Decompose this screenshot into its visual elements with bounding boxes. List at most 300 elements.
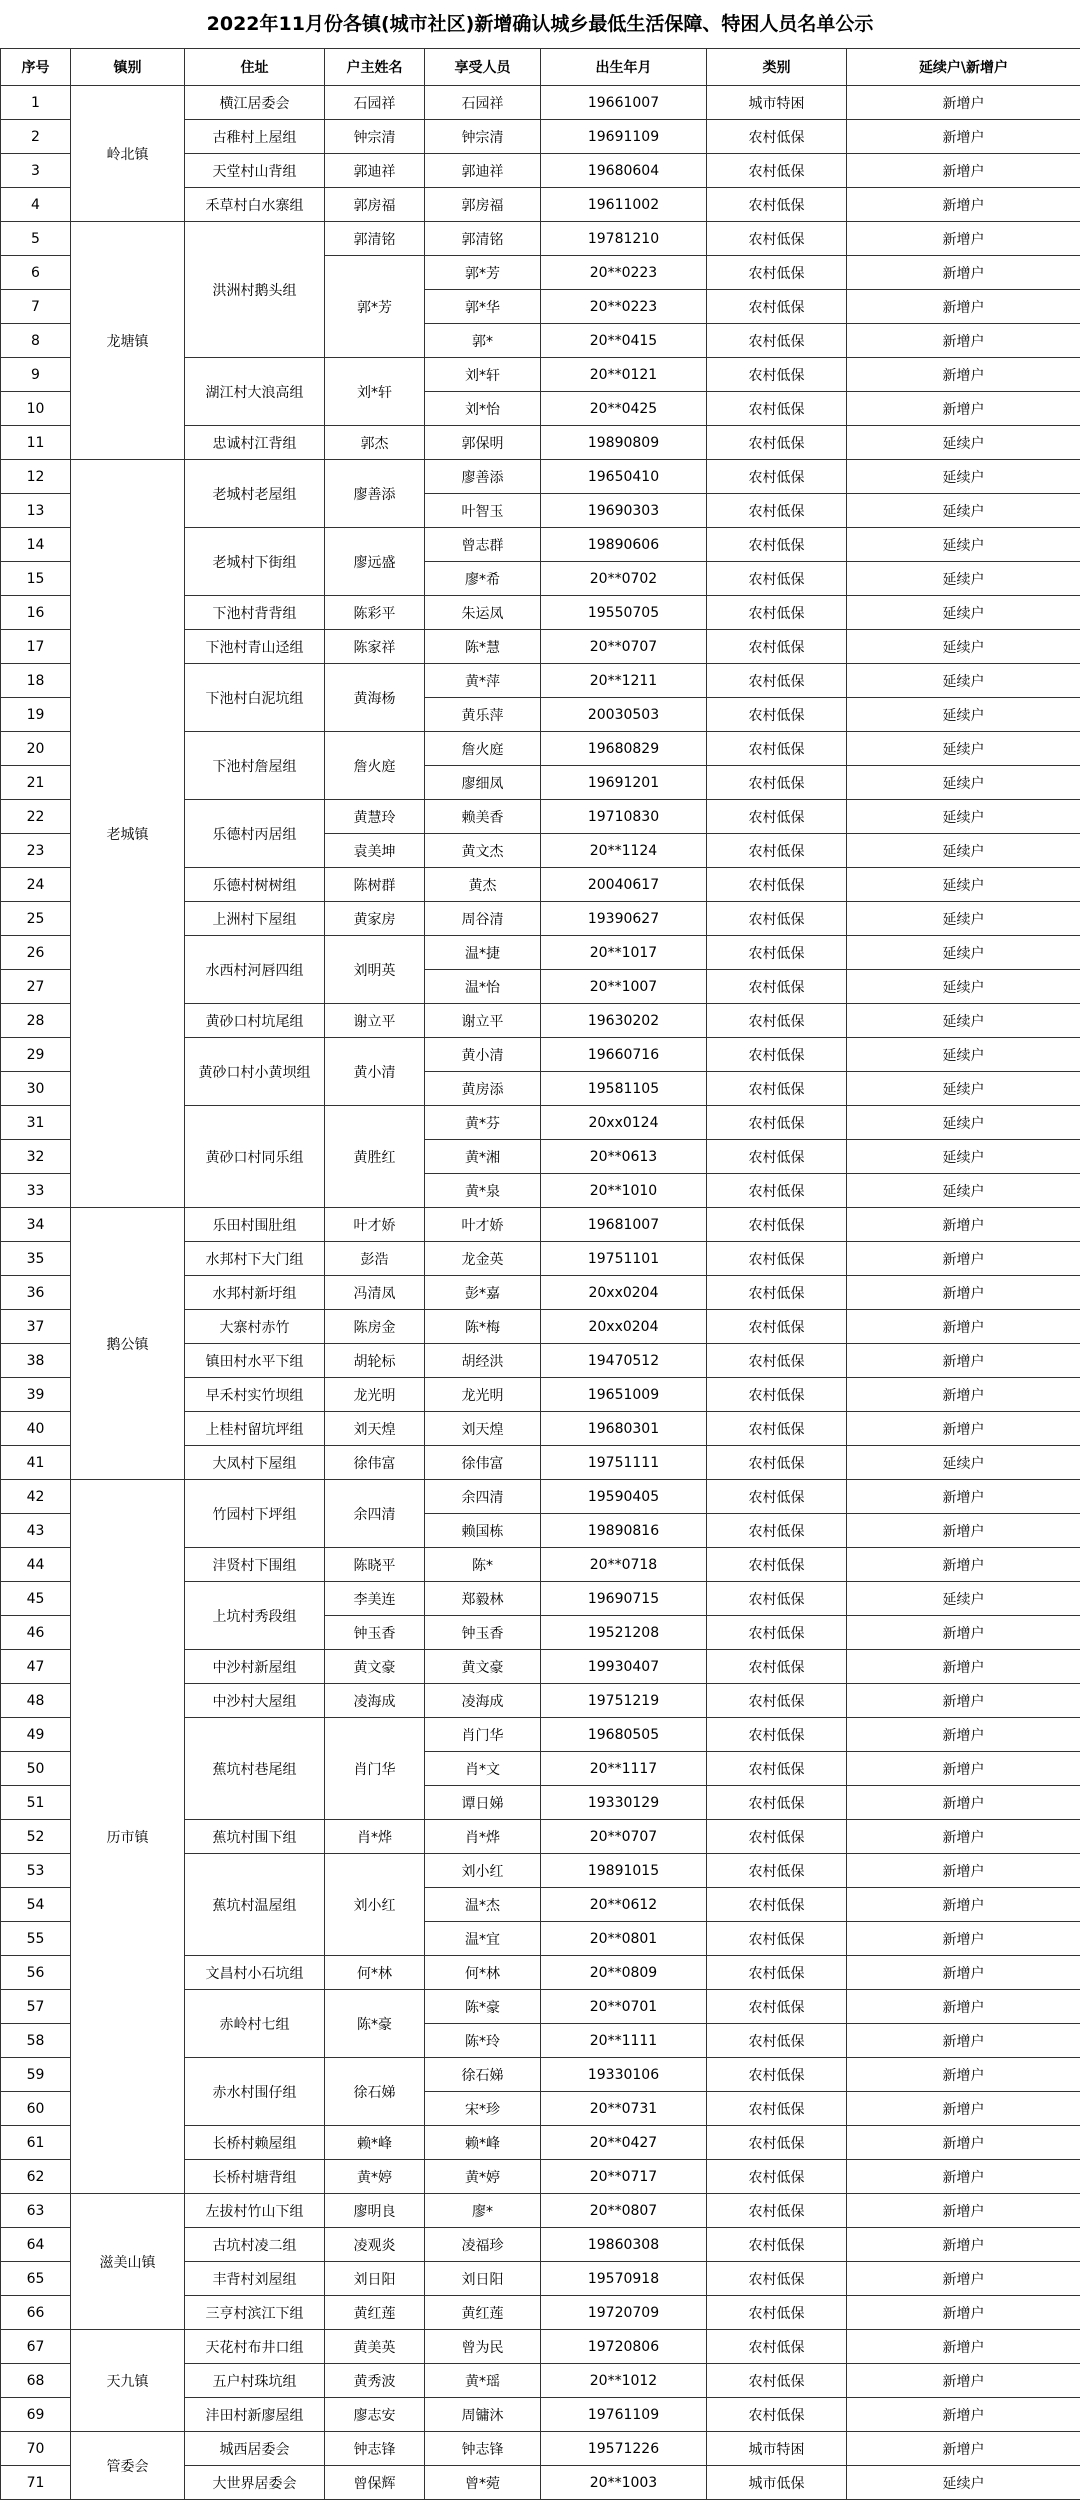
beneficiary-cell: 谢立平: [425, 1004, 541, 1038]
category-cell: 农村低保: [707, 392, 847, 426]
seq-cell: 53: [1, 1854, 71, 1888]
seq-cell: 34: [1, 1208, 71, 1242]
birth-cell: 19681007: [541, 1208, 707, 1242]
category-cell: 农村低保: [707, 1684, 847, 1718]
householder-cell: 刘*轩: [325, 358, 425, 426]
address-cell: 蕉坑村温屋组: [185, 1854, 325, 1956]
householder-cell: 刘明英: [325, 936, 425, 1004]
householder-cell: 何*林: [325, 1956, 425, 1990]
birth-cell: 20**0425: [541, 392, 707, 426]
table-row: [1, 1480, 1080, 1514]
status-cell: 新增户: [847, 1276, 1080, 1310]
status-cell: 延续户: [847, 868, 1080, 902]
householder-cell: 刘天煌: [325, 1412, 425, 1446]
beneficiary-cell: 徐伟富: [425, 1446, 541, 1480]
category-cell: 农村低保: [707, 562, 847, 596]
beneficiary-cell: 刘天煌: [425, 1412, 541, 1446]
category-cell: 农村低保: [707, 868, 847, 902]
status-cell: 新增户: [847, 2024, 1080, 2058]
address-cell: 老城村老屋组: [185, 460, 325, 528]
beneficiary-cell: 廖*希: [425, 562, 541, 596]
seq-cell: 5: [1, 222, 71, 256]
status-cell: 新增户: [847, 256, 1080, 290]
beneficiary-cell: 黄*湘: [425, 1140, 541, 1174]
town-cell: 老城镇: [71, 460, 185, 1208]
status-cell: 延续户: [847, 800, 1080, 834]
address-cell: 水西村河唇四组: [185, 936, 325, 1004]
birth-cell: 20xx0124: [541, 1106, 707, 1140]
birth-cell: 20**0612: [541, 1888, 707, 1922]
category-cell: 农村低保: [707, 1106, 847, 1140]
category-cell: 农村低保: [707, 1344, 847, 1378]
town-cell: 岭北镇: [71, 86, 185, 222]
beneficiary-cell: 宋*珍: [425, 2092, 541, 2126]
status-cell: 新增户: [847, 1378, 1080, 1412]
seq-cell: 13: [1, 494, 71, 528]
category-cell: 农村低保: [707, 766, 847, 800]
address-cell: 赤岭村七组: [185, 1990, 325, 2058]
address-cell: 三亨村滨江下组: [185, 2296, 325, 2330]
status-cell: 新增户: [847, 2398, 1080, 2432]
birth-cell: 20**1117: [541, 1752, 707, 1786]
category-cell: 农村低保: [707, 1038, 847, 1072]
beneficiary-cell: 钟玉香: [425, 1616, 541, 1650]
beneficiary-cell: 黄*瑶: [425, 2364, 541, 2398]
householder-cell: 刘日阳: [325, 2262, 425, 2296]
status-cell: 新增户: [847, 2432, 1080, 2466]
seq-cell: 43: [1, 1514, 71, 1548]
status-cell: 新增户: [847, 324, 1080, 358]
status-cell: 新增户: [847, 358, 1080, 392]
seq-cell: 55: [1, 1922, 71, 1956]
birth-cell: 19651009: [541, 1378, 707, 1412]
category-cell: 农村低保: [707, 2296, 847, 2330]
beneficiary-cell: 陈*豪: [425, 1990, 541, 2024]
category-cell: 农村低保: [707, 494, 847, 528]
status-cell: 新增户: [847, 290, 1080, 324]
status-cell: 新增户: [847, 1718, 1080, 1752]
seq-cell: 42: [1, 1480, 71, 1514]
address-cell: 城西居委会: [185, 2432, 325, 2466]
birth-cell: 19891015: [541, 1854, 707, 1888]
category-cell: 农村低保: [707, 1650, 847, 1684]
birth-cell: 20030503: [541, 698, 707, 732]
birth-cell: 20**0121: [541, 358, 707, 392]
birth-cell: 20**0801: [541, 1922, 707, 1956]
status-cell: 新增户: [847, 392, 1080, 426]
category-cell: 农村低保: [707, 426, 847, 460]
beneficiary-cell: 曾志群: [425, 528, 541, 562]
beneficiary-cell: 胡经洪: [425, 1344, 541, 1378]
category-cell: 农村低保: [707, 1514, 847, 1548]
table-row: [1, 460, 1080, 494]
householder-cell: 陈*豪: [325, 1990, 425, 2058]
birth-cell: 20**0731: [541, 2092, 707, 2126]
category-cell: 农村低保: [707, 2058, 847, 2092]
address-cell: 古坑村凌二组: [185, 2228, 325, 2262]
header-cell-category: 类别: [707, 49, 847, 86]
seq-cell: 71: [1, 2466, 71, 2500]
householder-cell: 廖志安: [325, 2398, 425, 2432]
address-cell: 长桥村塘背组: [185, 2160, 325, 2194]
town-cell: 滋美山镇: [71, 2194, 185, 2330]
beneficiary-cell: 陈*玲: [425, 2024, 541, 2058]
category-cell: 农村低保: [707, 1004, 847, 1038]
category-cell: 农村低保: [707, 732, 847, 766]
beneficiary-cell: 温*宜: [425, 1922, 541, 1956]
beneficiary-cell: 黄房添: [425, 1072, 541, 1106]
category-cell: 农村低保: [707, 698, 847, 732]
status-cell: 新增户: [847, 1514, 1080, 1548]
status-cell: 新增户: [847, 1956, 1080, 1990]
birth-cell: 19680301: [541, 1412, 707, 1446]
seq-cell: 64: [1, 2228, 71, 2262]
category-cell: 农村低保: [707, 1446, 847, 1480]
beneficiary-cell: 郭*华: [425, 290, 541, 324]
seq-cell: 35: [1, 1242, 71, 1276]
seq-cell: 59: [1, 2058, 71, 2092]
birth-cell: 19650410: [541, 460, 707, 494]
category-cell: 农村低保: [707, 1854, 847, 1888]
address-cell: 下池村背背组: [185, 596, 325, 630]
address-cell: 禾草村白水寨组: [185, 188, 325, 222]
beneficiary-cell: 黄红莲: [425, 2296, 541, 2330]
householder-cell: 龙光明: [325, 1378, 425, 1412]
seq-cell: 15: [1, 562, 71, 596]
seq-cell: 60: [1, 2092, 71, 2126]
address-cell: 下池村詹屋组: [185, 732, 325, 800]
address-cell: 丰背村刘屋组: [185, 2262, 325, 2296]
birth-cell: 20**1211: [541, 664, 707, 698]
birth-cell: 19890809: [541, 426, 707, 460]
beneficiary-cell: 廖*: [425, 2194, 541, 2228]
status-cell: 新增户: [847, 2126, 1080, 2160]
status-cell: 延续户: [847, 528, 1080, 562]
status-cell: 新增户: [847, 86, 1080, 120]
category-cell: 农村低保: [707, 596, 847, 630]
seq-cell: 32: [1, 1140, 71, 1174]
seq-cell: 31: [1, 1106, 71, 1140]
householder-cell: 肖门华: [325, 1718, 425, 1820]
category-cell: 农村低保: [707, 2364, 847, 2398]
status-cell: 新增户: [847, 188, 1080, 222]
data-table: [0, 48, 1080, 2500]
birth-cell: 20**0427: [541, 2126, 707, 2160]
birth-cell: 19710830: [541, 800, 707, 834]
beneficiary-cell: 黄*萍: [425, 664, 541, 698]
birth-cell: 19691201: [541, 766, 707, 800]
householder-cell: 黄慧玲: [325, 800, 425, 834]
birth-cell: 20**1010: [541, 1174, 707, 1208]
beneficiary-cell: 廖善添: [425, 460, 541, 494]
seq-cell: 33: [1, 1174, 71, 1208]
beneficiary-cell: 黄乐萍: [425, 698, 541, 732]
seq-cell: 37: [1, 1310, 71, 1344]
beneficiary-cell: 廖细凤: [425, 766, 541, 800]
householder-cell: 冯清凤: [325, 1276, 425, 1310]
category-cell: 农村低保: [707, 1378, 847, 1412]
seq-cell: 16: [1, 596, 71, 630]
address-cell: 洪洲村鹅头组: [185, 222, 325, 358]
householder-cell: 黄秀波: [325, 2364, 425, 2398]
householder-cell: 袁美坤: [325, 834, 425, 868]
householder-cell: 余四清: [325, 1480, 425, 1548]
householder-cell: 郭清铭: [325, 222, 425, 256]
beneficiary-cell: 曾为民: [425, 2330, 541, 2364]
status-cell: 新增户: [847, 2160, 1080, 2194]
householder-cell: 钟玉香: [325, 1616, 425, 1650]
table-row: [1, 1208, 1080, 1242]
status-cell: 新增户: [847, 2296, 1080, 2330]
category-cell: 农村低保: [707, 1548, 847, 1582]
birth-cell: 19751101: [541, 1242, 707, 1276]
category-cell: 农村低保: [707, 2330, 847, 2364]
status-cell: 新增户: [847, 1650, 1080, 1684]
address-cell: 乐德村丙居组: [185, 800, 325, 868]
birth-cell: 20**0717: [541, 2160, 707, 2194]
seq-cell: 61: [1, 2126, 71, 2160]
householder-cell: 黄文豪: [325, 1650, 425, 1684]
status-cell: 延续户: [847, 1174, 1080, 1208]
status-cell: 新增户: [847, 1990, 1080, 2024]
seq-cell: 68: [1, 2364, 71, 2398]
householder-cell: 廖远盛: [325, 528, 425, 596]
beneficiary-cell: 赖国栋: [425, 1514, 541, 1548]
birth-cell: 20**0701: [541, 1990, 707, 2024]
householder-cell: 黄海杨: [325, 664, 425, 732]
category-cell: 农村低保: [707, 222, 847, 256]
beneficiary-cell: 郑毅林: [425, 1582, 541, 1616]
status-cell: 新增户: [847, 1242, 1080, 1276]
category-cell: 农村低保: [707, 1276, 847, 1310]
birth-cell: 20**0223: [541, 256, 707, 290]
beneficiary-cell: 朱运凤: [425, 596, 541, 630]
householder-cell: 彭浩: [325, 1242, 425, 1276]
beneficiary-cell: 肖*烨: [425, 1820, 541, 1854]
beneficiary-cell: 郭保明: [425, 426, 541, 460]
status-cell: 延续户: [847, 698, 1080, 732]
category-cell: 农村低保: [707, 834, 847, 868]
category-cell: 农村低保: [707, 630, 847, 664]
address-cell: 中沙村新屋组: [185, 1650, 325, 1684]
header-cell-address: 住址: [185, 49, 325, 86]
header-cell-seq: 序号: [1, 49, 71, 86]
address-cell: 文昌村小石坑组: [185, 1956, 325, 1990]
beneficiary-cell: 郭迪祥: [425, 154, 541, 188]
seq-cell: 18: [1, 664, 71, 698]
beneficiary-cell: 郭*: [425, 324, 541, 358]
status-cell: 延续户: [847, 1038, 1080, 1072]
birth-cell: 19860308: [541, 2228, 707, 2262]
birth-cell: 19751219: [541, 1684, 707, 1718]
table-row: [1, 86, 1080, 120]
category-cell: 农村低保: [707, 1310, 847, 1344]
category-cell: 农村低保: [707, 528, 847, 562]
beneficiary-cell: 叶才娇: [425, 1208, 541, 1242]
address-cell: 忠诚村江背组: [185, 426, 325, 460]
beneficiary-cell: 曾*菀: [425, 2466, 541, 2500]
address-cell: 蕉坑村巷尾组: [185, 1718, 325, 1820]
householder-cell: 曾保辉: [325, 2466, 425, 2500]
householder-cell: 陈晓平: [325, 1548, 425, 1582]
address-cell: 古稚村上屋组: [185, 120, 325, 154]
status-cell: 新增户: [847, 222, 1080, 256]
category-cell: 农村低保: [707, 120, 847, 154]
birth-cell: 20**1124: [541, 834, 707, 868]
seq-cell: 25: [1, 902, 71, 936]
householder-cell: 黄家房: [325, 902, 425, 936]
address-cell: 乐德村树树组: [185, 868, 325, 902]
seq-cell: 41: [1, 1446, 71, 1480]
birth-cell: 20**0707: [541, 1820, 707, 1854]
birth-cell: 20**0809: [541, 1956, 707, 1990]
address-cell: 横江居委会: [185, 86, 325, 120]
seq-cell: 30: [1, 1072, 71, 1106]
householder-cell: 赖*峰: [325, 2126, 425, 2160]
address-cell: 大凤村下屋组: [185, 1446, 325, 1480]
householder-cell: 詹火庭: [325, 732, 425, 800]
category-cell: 农村低保: [707, 1582, 847, 1616]
seq-cell: 46: [1, 1616, 71, 1650]
birth-cell: 20**0707: [541, 630, 707, 664]
seq-cell: 6: [1, 256, 71, 290]
status-cell: 新增户: [847, 1752, 1080, 1786]
category-cell: 农村低保: [707, 460, 847, 494]
seq-cell: 19: [1, 698, 71, 732]
status-cell: 新增户: [847, 1922, 1080, 1956]
address-cell: 早禾村实竹坝组: [185, 1378, 325, 1412]
status-cell: 新增户: [847, 2058, 1080, 2092]
status-cell: 新增户: [847, 2092, 1080, 2126]
householder-cell: 钟宗清: [325, 120, 425, 154]
beneficiary-cell: 周谷清: [425, 902, 541, 936]
birth-cell: 19660716: [541, 1038, 707, 1072]
seq-cell: 23: [1, 834, 71, 868]
status-cell: 延续户: [847, 902, 1080, 936]
address-cell: 大世界居委会: [185, 2466, 325, 2500]
address-cell: 长桥村赖屋组: [185, 2126, 325, 2160]
category-cell: 农村低保: [707, 290, 847, 324]
address-cell: 镇田村水平下组: [185, 1344, 325, 1378]
householder-cell: 郭杰: [325, 426, 425, 460]
beneficiary-cell: 温*捷: [425, 936, 541, 970]
category-cell: 农村低保: [707, 2398, 847, 2432]
birth-cell: 20**0702: [541, 562, 707, 596]
seq-cell: 3: [1, 154, 71, 188]
beneficiary-cell: 肖*文: [425, 1752, 541, 1786]
householder-cell: 黄*婷: [325, 2160, 425, 2194]
beneficiary-cell: 陈*慧: [425, 630, 541, 664]
seq-cell: 17: [1, 630, 71, 664]
birth-cell: 19330106: [541, 2058, 707, 2092]
category-cell: 农村低保: [707, 664, 847, 698]
category-cell: 农村低保: [707, 1480, 847, 1514]
header-cell-beneficiary: 享受人员: [425, 49, 541, 86]
seq-cell: 49: [1, 1718, 71, 1752]
beneficiary-cell: 石园祥: [425, 86, 541, 120]
status-cell: 延续户: [847, 494, 1080, 528]
birth-cell: 19550705: [541, 596, 707, 630]
address-cell: 大寨村赤竹: [185, 1310, 325, 1344]
beneficiary-cell: 郭*芳: [425, 256, 541, 290]
status-cell: 延续户: [847, 460, 1080, 494]
seq-cell: 66: [1, 2296, 71, 2330]
birth-cell: 19690303: [541, 494, 707, 528]
birth-cell: 19680829: [541, 732, 707, 766]
seq-cell: 70: [1, 2432, 71, 2466]
address-cell: 天堂村山背组: [185, 154, 325, 188]
beneficiary-cell: 刘*怡: [425, 392, 541, 426]
status-cell: 新增户: [847, 1820, 1080, 1854]
householder-cell: 陈房金: [325, 1310, 425, 1344]
status-cell: 新增户: [847, 154, 1080, 188]
householder-cell: 李美连: [325, 1582, 425, 1616]
householder-cell: 钟志锋: [325, 2432, 425, 2466]
birth-cell: 20**0718: [541, 1548, 707, 1582]
beneficiary-cell: 周镛沐: [425, 2398, 541, 2432]
category-cell: 农村低保: [707, 1616, 847, 1650]
birth-cell: 19691109: [541, 120, 707, 154]
birth-cell: 20**1003: [541, 2466, 707, 2500]
beneficiary-cell: 温*怡: [425, 970, 541, 1004]
birth-cell: 19720806: [541, 2330, 707, 2364]
birth-cell: 19630202: [541, 1004, 707, 1038]
birth-cell: 20**1012: [541, 2364, 707, 2398]
town-cell: 鹅公镇: [71, 1208, 185, 1480]
category-cell: 农村低保: [707, 1208, 847, 1242]
householder-cell: 郭房福: [325, 188, 425, 222]
category-cell: 农村低保: [707, 1956, 847, 1990]
status-cell: 延续户: [847, 2466, 1080, 2500]
birth-cell: 20**0223: [541, 290, 707, 324]
table-row: [1, 2194, 1080, 2228]
householder-cell: 郭迪祥: [325, 154, 425, 188]
birth-cell: 19680604: [541, 154, 707, 188]
householder-cell: 廖善添: [325, 460, 425, 528]
birth-cell: 19590405: [541, 1480, 707, 1514]
birth-cell: 19581105: [541, 1072, 707, 1106]
seq-cell: 67: [1, 2330, 71, 2364]
address-cell: 黄砂口村同乐组: [185, 1106, 325, 1208]
birth-cell: 19720709: [541, 2296, 707, 2330]
beneficiary-cell: 温*杰: [425, 1888, 541, 1922]
table-row: [1, 2330, 1080, 2364]
address-cell: 蕉坑村围下组: [185, 1820, 325, 1854]
seq-cell: 1: [1, 86, 71, 120]
birth-cell: 19751111: [541, 1446, 707, 1480]
birth-cell: 20xx0204: [541, 1276, 707, 1310]
beneficiary-cell: 刘*轩: [425, 358, 541, 392]
seq-cell: 21: [1, 766, 71, 800]
table-row: [1, 222, 1080, 256]
category-cell: 农村低保: [707, 2194, 847, 2228]
beneficiary-cell: 龙金英: [425, 1242, 541, 1276]
seq-cell: 58: [1, 2024, 71, 2058]
beneficiary-cell: 郭房福: [425, 188, 541, 222]
header-cell-town: 镇别: [71, 49, 185, 86]
address-cell: 沣贤村下围组: [185, 1548, 325, 1582]
householder-cell: 凌观炎: [325, 2228, 425, 2262]
address-cell: 水邦村下大门组: [185, 1242, 325, 1276]
birth-cell: 19570918: [541, 2262, 707, 2296]
seq-cell: 57: [1, 1990, 71, 2024]
beneficiary-cell: 何*林: [425, 1956, 541, 1990]
birth-cell: 19890606: [541, 528, 707, 562]
seq-cell: 56: [1, 1956, 71, 1990]
beneficiary-cell: 黄文杰: [425, 834, 541, 868]
householder-cell: 陈彩平: [325, 596, 425, 630]
category-cell: 农村低保: [707, 188, 847, 222]
